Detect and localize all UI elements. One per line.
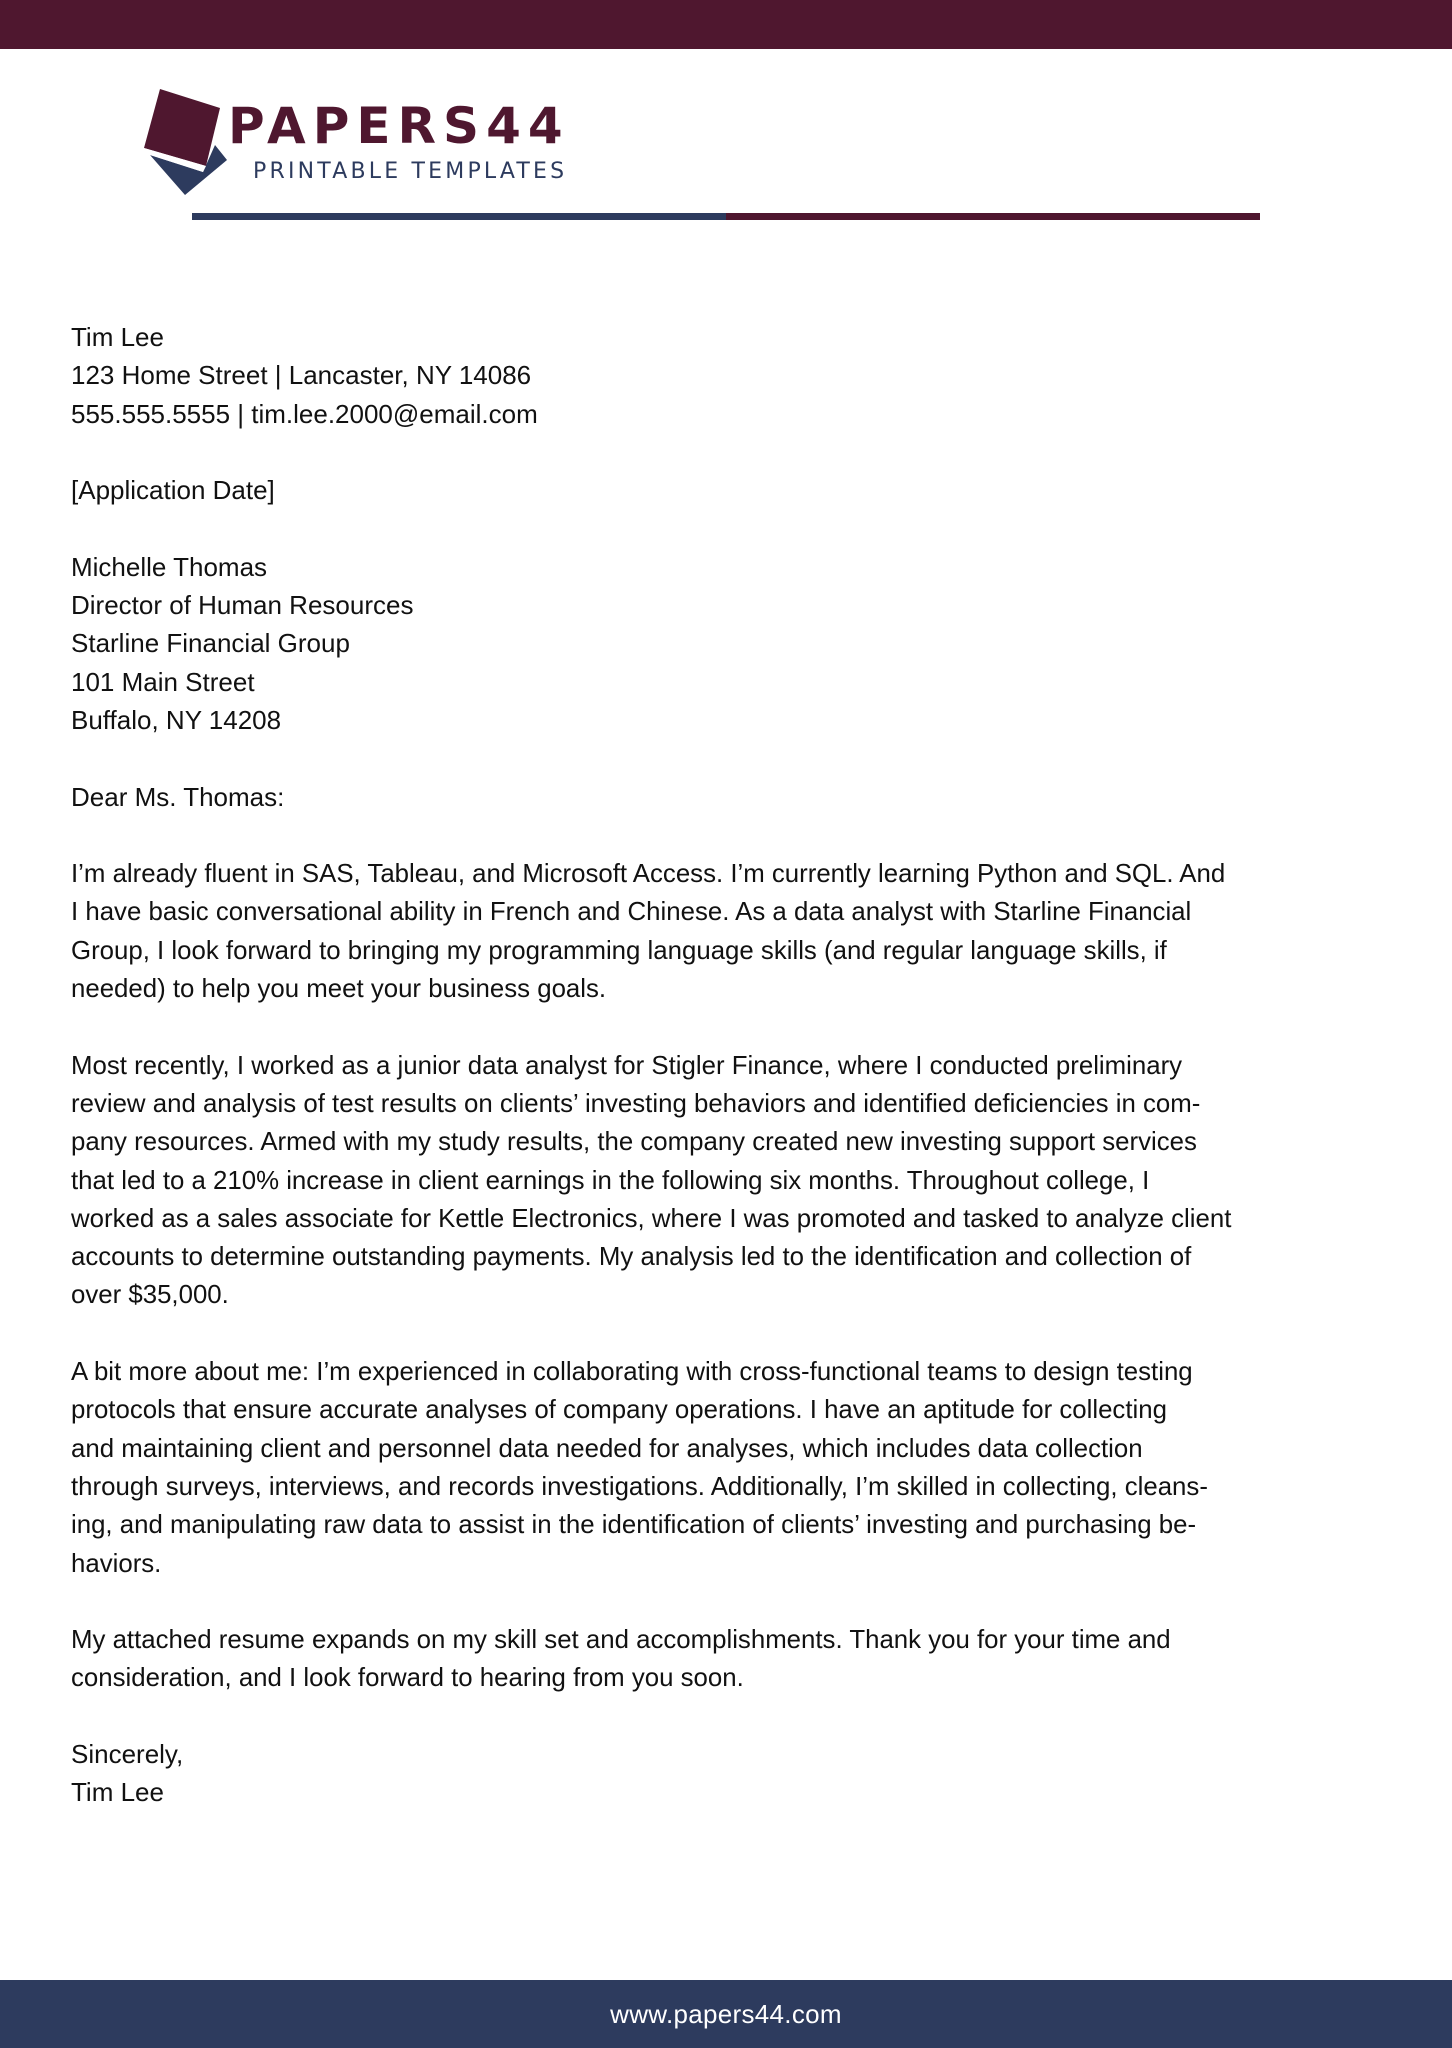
- spacer: [71, 816, 1401, 854]
- paragraph-line: and maintaining client and personnel data needed for analyses, which includes data collection: [71, 1432, 1143, 1463]
- brand-logo: [140, 84, 640, 204]
- paragraph-line: Most recently, I worked as a junior data analyst for Stigler Finance, where I conducted preliminary: [71, 1049, 1183, 1080]
- paragraph-line: Group, I look forward to bringing my programming language skills (and regular language skills, if: [71, 934, 1167, 965]
- sender-name: Tim Lee: [71, 322, 164, 352]
- paragraph-line: A bit more about me: I’m experienced in collaborating with cross-functional teams to design testing: [71, 1356, 1193, 1387]
- spacer: [71, 1697, 1401, 1735]
- spacer: [71, 433, 1401, 471]
- paragraph-line: through surveys, interviews, and records investigations. Additionally, I’m skilled in collecting, cleans-: [71, 1470, 1208, 1501]
- spacer: [71, 1314, 1401, 1352]
- paragraph-line: ing, and manipulating raw data to assist in the identification of clients’ investing and purchasing be-: [71, 1509, 1197, 1540]
- paragraph-4: [71, 1620, 1401, 1697]
- spacer: [71, 739, 1401, 777]
- paragraph-line: review and analysis of test results on clients’ investing behaviors and identified deficiencies in com-: [71, 1087, 1201, 1118]
- recipient-company: Starline Financial Group: [71, 628, 350, 659]
- paragraph-line: I’m already fluent in SAS, Tableau, and Microsoft Access. I’m currently learning Python and SQL. And: [71, 858, 1226, 889]
- salutation: Dear Ms. Thomas:: [71, 781, 285, 812]
- recipient-title: Director of Human Resources: [71, 590, 414, 621]
- header-divider-navy: [192, 213, 726, 220]
- header-bar: [0, 0, 1452, 49]
- footer-website-link[interactable]: www.papers44.com: [610, 1998, 842, 2029]
- paragraph-line: I have basic conversational ability in French and Chinese. As a data analyst with Starline Financial: [71, 896, 1192, 927]
- recipient-city: Buffalo, NY 14208: [71, 704, 282, 735]
- paragraph-line: that led to a 210% increase in client earnings in the following six months. Throughout college, I: [71, 1164, 1150, 1195]
- cover-letter-body: [71, 318, 1401, 1812]
- paragraph-line: protocols that ensure accurate analyses of company operations. I have an aptitude for collecting: [71, 1394, 1167, 1425]
- brand-tagline: PRINTABLE TEMPLATES: [253, 159, 568, 184]
- spacer: [71, 1582, 1401, 1620]
- paragraph-line: needed) to help you meet your business goals.: [71, 973, 607, 1004]
- paragraph-2: [71, 1046, 1401, 1314]
- paragraph-line: haviors.: [71, 1547, 162, 1578]
- spacer: [71, 509, 1401, 547]
- sender-address: 123 Home Street | Lancaster, NY 14086: [71, 360, 532, 391]
- paragraph-line: pany resources. Armed with my study results, the company created new investing support services: [71, 1126, 1197, 1157]
- paragraph-line: over $35,000.: [71, 1279, 229, 1310]
- recipient-name: Michelle Thomas: [71, 551, 268, 582]
- paragraph-1: [71, 854, 1401, 1007]
- paragraph-line: consideration, and I look forward to hearing from you soon.: [71, 1662, 744, 1693]
- paragraph-line: My attached resume expands on my skill set and accomplishments. Thank you for your time and: [71, 1624, 1171, 1655]
- signature: Tim Lee: [71, 1777, 164, 1808]
- sender-block: [71, 318, 1401, 433]
- footer-bar: [0, 1980, 1452, 2048]
- paragraph-line: worked as a sales associate for Kettle Electronics, where I was promoted and tasked to analyze client: [71, 1202, 1232, 1233]
- sender-contact: 555.555.5555 | tim.lee.2000@email.com: [71, 398, 538, 429]
- brand-name: PAPERS44: [228, 97, 570, 155]
- stacked-papers-icon: [140, 84, 235, 199]
- spacer: [71, 1007, 1401, 1045]
- closing-block: [71, 1735, 1401, 1812]
- header-divider-maroon: [726, 213, 1260, 220]
- recipient-block: [71, 548, 1401, 739]
- valediction: Sincerely,: [71, 1738, 184, 1769]
- recipient-street: 101 Main Street: [71, 666, 255, 697]
- paragraph-line: accounts to determine outstanding payments. My analysis led to the identification and collection of: [71, 1241, 1192, 1272]
- application-date: [Application Date]: [71, 475, 275, 506]
- paragraph-3: [71, 1352, 1401, 1582]
